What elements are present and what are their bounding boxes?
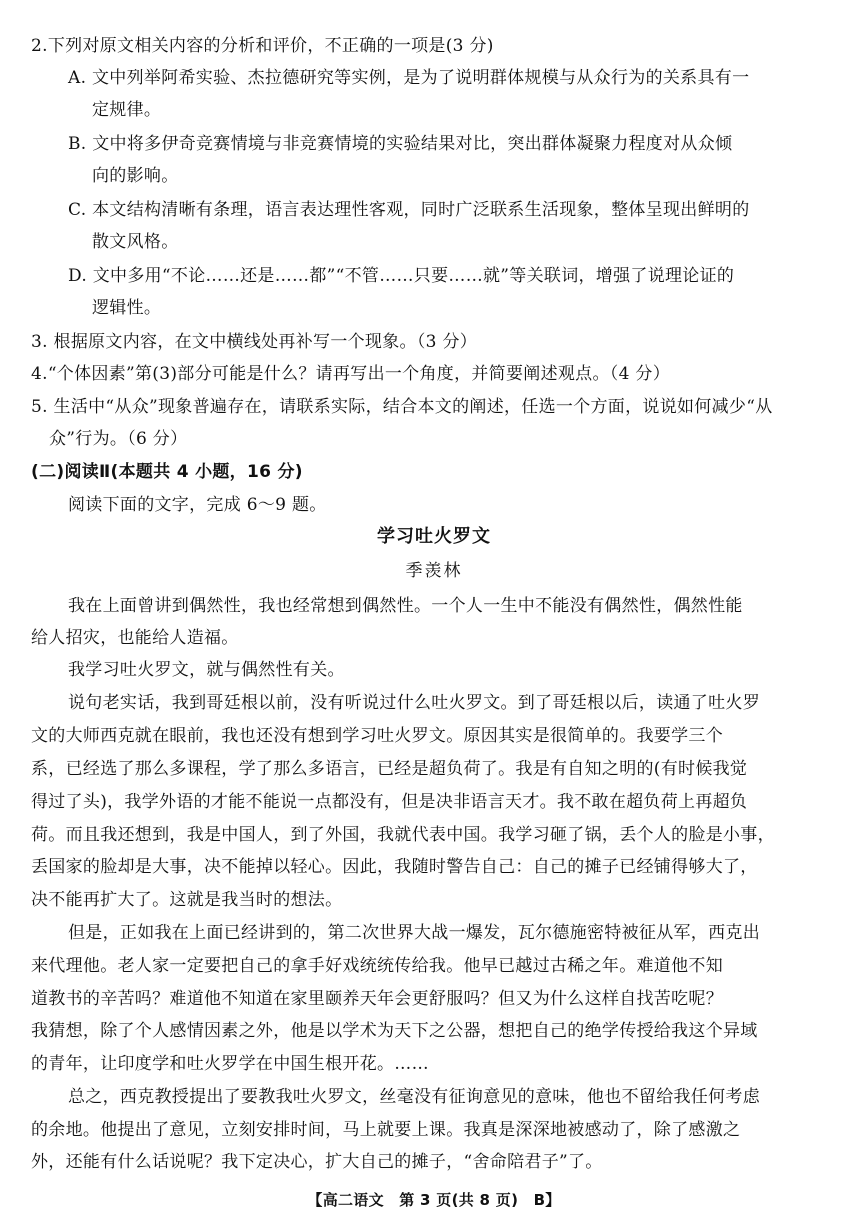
option-c-line2: 散文风格。 (92, 232, 179, 252)
article-line: 道教书的辛苦吗？难道他不知道在家里颐养天年会更舒服吗？但又为什么这样自找苦吃呢？ (31, 989, 723, 1009)
article-line: 外，还能有什么话说呢？我下定决心，扩大自己的摊子，“舍命陪君子”了。 (31, 1152, 603, 1172)
article-line: 但是，正如我在上面已经讲到的，第二次世界大战一爆发，瓦尔德施密特被征从军，西克出 (68, 923, 760, 943)
article-line: 文的大师西克就在眼前，我也还没有想到学习吐火罗文。原因其实是很简单的。我要学三个 (31, 726, 723, 746)
article-line: 的余地。他提出了意见，立刻安排时间，马上就要上课。我真是深深地被感动了，除了感激之 (31, 1120, 741, 1140)
article-line: 得过了头)，我学外语的才能不能说一点都没有，但是决非语言天才。我不敢在超负荷上再超负 (31, 792, 748, 812)
article-line: 荷。而且我还想到，我是中国人，到了外国，我就代表中国。我学习砸了锅，丢个人的脸是小事， (31, 825, 775, 845)
option-b-line1: B. 文中将多伊奇竞赛情境与非竞赛情境的实验结果对比，突出群体凝聚力程度对从众倾 (68, 134, 733, 154)
option-a-line1: A. 文中列举阿希实验、杰拉德研究等实例，是为了说明群体规模与从众行为的关系具有一 (68, 68, 750, 88)
article-line: 我猜想，除了个人感情因素之外，他是以学术为天下之公器，想把自己的绝学传授给我这个异域 (31, 1021, 758, 1041)
option-d-line2: 逻辑性。 (92, 298, 162, 318)
page-footer: 【高二语文 第 3 页(共 8 页) B】 (307, 1191, 561, 1209)
article-author: 季羡林 (405, 561, 463, 581)
article-title: 学习吐火罗文 (377, 526, 491, 547)
article-line: 总之，西克教授提出了要教我吐火罗文，丝毫没有征询意见的意味，他也不留给我任何考虑 (68, 1087, 760, 1107)
article-line: 说句老实话，我到哥廷根以前，没有听说过什么吐火罗文。到了哥廷根以后，读通了吐火罗 (68, 693, 760, 713)
question-5-line1: 5. 生活中“从众”现象普遍存在，请联系实际，结合本文的阐述，任选一个方面，说说如何减少“从 (31, 397, 773, 417)
article-line: 我学习吐火罗文，就与偶然性有关。 (68, 660, 345, 680)
option-b-line2: 向的影响。 (92, 166, 179, 186)
article-line: 给人招灾，也能给人造福。 (31, 628, 239, 648)
question-5-line2: 众”行为。（6 分） (49, 429, 188, 449)
article-line: 系，已经选了那么多课程，学了那么多语言，已经是超负荷了。我是有自知之明的(有时候我觉 (31, 759, 748, 779)
question-2-stem: 2.下列对原文相关内容的分析和评价，不正确的一项是(3 分) (31, 36, 494, 56)
option-d-line1: D. 文中多用“不论……还是……都”“不管……只要……就”等关联词，增强了说理论证的 (68, 266, 735, 286)
article-line: 我在上面曾讲到偶然性，我也经常想到偶然性。一个人一生中不能没有偶然性，偶然性能 (68, 596, 743, 616)
section-instruction: 阅读下面的文字，完成 6～9 题。 (68, 495, 327, 515)
option-a-line2: 定规律。 (92, 100, 162, 120)
option-c-line1: C. 本文结构清晰有条理，语言表达理性客观，同时广泛联系生活现象，整体呈现出鲜明的 (68, 200, 750, 220)
question-4: 4.“个体因素”第(3)部分可能是什么？请再写出一个角度，并简要阐述观点。（4 分） (31, 364, 670, 384)
article-line: 决不能再扩大了。这就是我当时的想法。 (31, 890, 343, 910)
article-line: 来代理他。老人家一定要把自己的拿手好戏统统传给我。他早已越过古稀之年。难道他不知 (31, 956, 723, 976)
question-3: 3. 根据原文内容，在文中横线处再补写一个现象。（3 分） (31, 332, 478, 352)
section-heading: (二)阅读Ⅱ(本题共 4 小题，16 分) (31, 462, 303, 482)
article-line: 丢国家的脸却是大事，决不能掉以轻心。因此，我随时警告自己：自己的摊子已经铺得够大了， (31, 857, 758, 877)
article-line: 的青年，让印度学和吐火罗学在中国生根开花。…… (31, 1054, 429, 1074)
